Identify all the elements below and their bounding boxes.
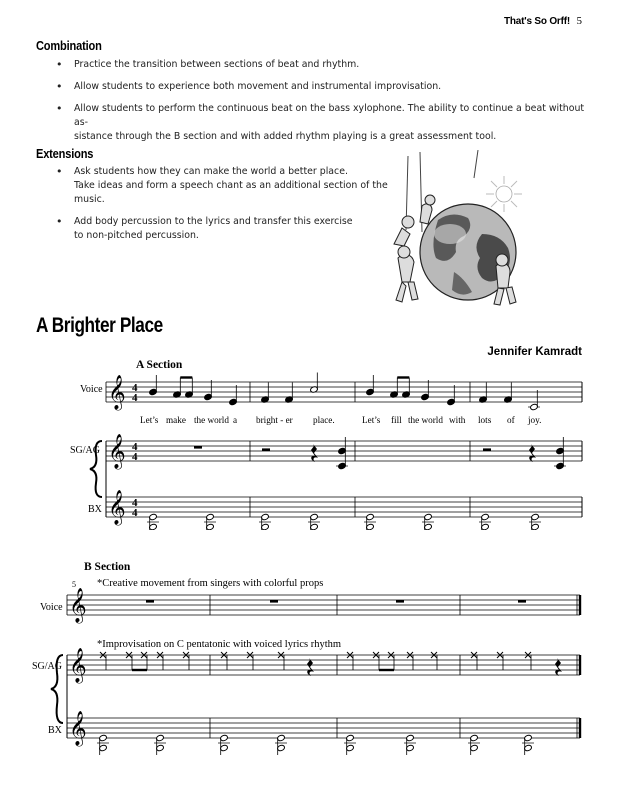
section-a-label: A Section (136, 359, 183, 371)
lyric-word: place. (313, 415, 335, 425)
treble-clef-icon: 𝄞 (108, 376, 126, 409)
staff-label-bx: BX (88, 504, 102, 515)
treble-clef-icon: 𝄞 (108, 491, 126, 524)
score-section-b (0, 555, 618, 755)
book-title: That's So Orff! (503, 16, 570, 27)
treble-clef-icon: 𝄞 (69, 649, 87, 682)
quarter-rest (529, 444, 536, 462)
staff-sg-ag (51, 648, 580, 738)
list-item: • Ask students how they can make the world a better place. Take ideas and form a speech chant as an additional section of the music. (56, 165, 396, 207)
time-signature: 4 (132, 382, 138, 394)
list-item: • Add body percussion to the lyrics and transfer this exercise to non-pitched percussion. (56, 215, 396, 243)
staff-label-sg-ag: SG/AG (32, 661, 63, 672)
section-b-label: B Section (84, 561, 131, 573)
lyric-word: fill (391, 415, 402, 425)
score-section-a (0, 355, 618, 530)
staff-sg-ag (90, 434, 582, 517)
whole-rest (270, 600, 278, 603)
lyric-word: lots (478, 415, 492, 425)
lyric-word: joy. (528, 415, 542, 425)
globe-illustration (378, 150, 534, 310)
lyric-word: Let’s (362, 415, 381, 425)
quarter-rest (307, 658, 314, 676)
staff-voice (106, 373, 582, 412)
song-title: A Brighter Place (36, 314, 163, 337)
whole-rest (518, 600, 526, 603)
time-signature: 4 (132, 507, 138, 519)
treble-clef-icon: 𝄞 (108, 435, 126, 468)
list-item: • Practice the transition between sections of beat and rhythm. (56, 58, 586, 72)
quarter-rest (555, 658, 562, 676)
lyric-word: with (449, 415, 466, 425)
staff-bx (106, 490, 582, 530)
extensions-list (56, 165, 396, 251)
whole-rest (396, 600, 404, 603)
sg-performance-note: *Improvisation on C pentatonic with voiced lyrics rhythm (97, 639, 342, 650)
measure-number: 5 (72, 580, 76, 589)
half-rest (262, 448, 270, 451)
whole-rest (194, 446, 202, 449)
staff-label-voice: Voice (80, 384, 103, 395)
lyric-word: of (507, 415, 515, 425)
time-signature: 4 (132, 392, 138, 404)
quarter-rest (311, 444, 318, 462)
staff-label-voice: Voice (40, 602, 63, 613)
staff-voice (67, 588, 580, 624)
lyric-word: make (166, 415, 186, 425)
lyric-word: Let’s (140, 415, 159, 425)
staff-bx (67, 711, 580, 755)
combination-list (56, 58, 586, 152)
time-signature: 4 (132, 451, 138, 463)
extensions-heading: Extensions (36, 146, 94, 161)
voice-performance-note: *Creative movement from singers with colorful props (97, 578, 324, 589)
half-rest (483, 448, 491, 451)
list-item: • Allow students to experience both movement and instrumental improvisation. (56, 80, 586, 94)
time-signature: 4 (132, 441, 138, 453)
staff-label-bx: BX (48, 725, 62, 736)
lyric-word: a (233, 415, 238, 425)
staff-label-sg-ag: SG/AG (70, 445, 101, 456)
lyric-word: the world (194, 415, 229, 425)
composer-name: Jennifer Kamradt (487, 346, 582, 358)
list-item: • Allow students to perform the continuous beat on the bass xylophone. The ability to continue a beat without as- sistance through the B section and with added rhythm playing is a great assessment tool. (56, 102, 586, 144)
sun-burst-icon (486, 176, 522, 212)
time-signature: 4 (132, 497, 138, 509)
lyric-word: the world (408, 415, 443, 425)
lyric-word: bright - er (256, 415, 293, 425)
page-number: 5 (576, 15, 582, 27)
treble-clef-icon: 𝄞 (69, 712, 87, 745)
treble-clef-icon: 𝄞 (69, 589, 87, 622)
combination-heading: Combination (36, 38, 102, 53)
whole-rest (146, 600, 154, 603)
